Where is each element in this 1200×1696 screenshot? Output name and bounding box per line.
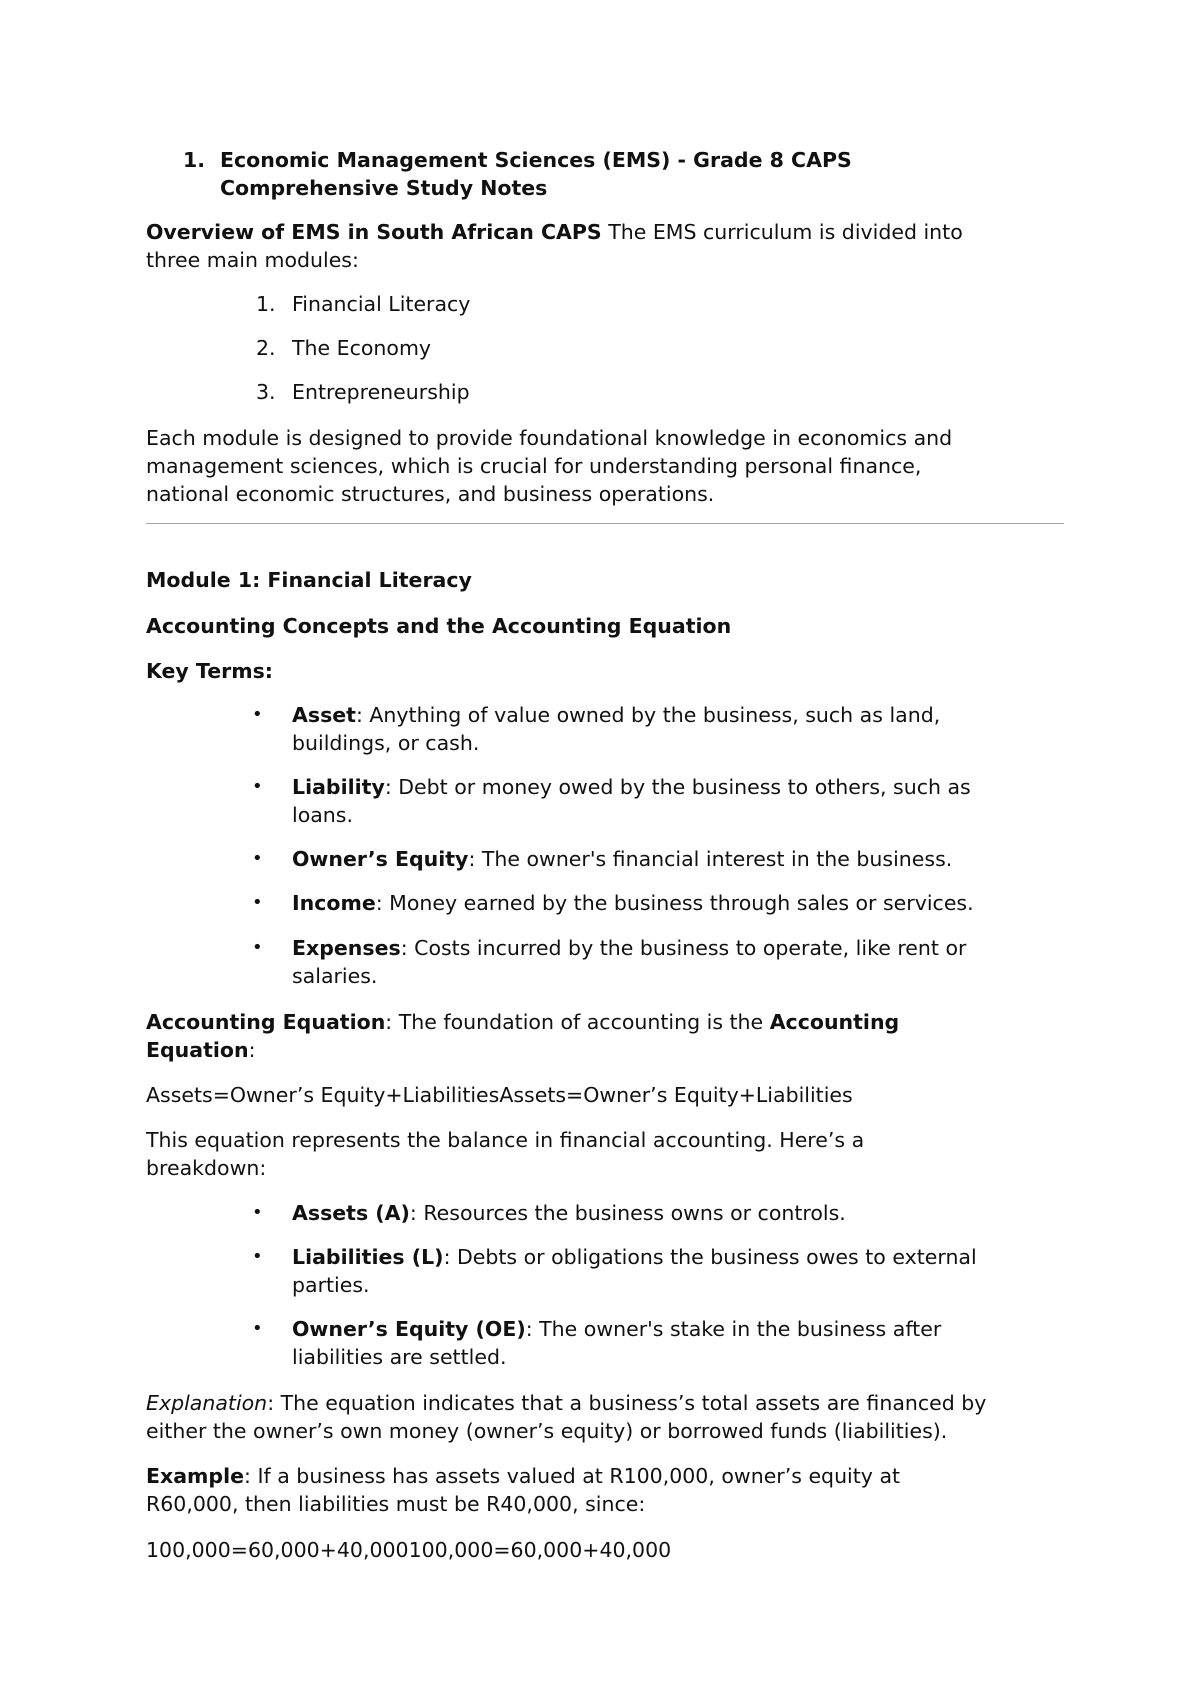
equation-intro-text: :	[248, 1038, 256, 1062]
example-equation: 100,000=60,000+40,000100,000=60,000+40,000	[146, 1538, 672, 1562]
equation-intro-bold: Accounting Equation	[146, 1010, 386, 1034]
overview-heading: Overview of EMS in South African CAPS	[146, 220, 602, 244]
bullet-icon: •	[252, 704, 263, 725]
term-name: Expenses	[292, 936, 401, 960]
explanation-text: : The equation indicates that a business’s total assets are financed by	[267, 1391, 987, 1415]
bullet-icon: •	[252, 1246, 263, 1267]
module-heading: Module 1: Financial Literacy	[146, 568, 472, 592]
bullet-icon: •	[252, 1202, 263, 1223]
overview-text-2: three main modules:	[146, 248, 359, 272]
bullet-icon: •	[252, 776, 263, 797]
term-text: : Costs incurred by the business to operate, like rent or	[400, 936, 967, 960]
title-number: 1.	[183, 148, 206, 172]
list-number: 2.	[256, 336, 276, 360]
paragraph-line: Each module is designed to provide foundational knowledge in economics and	[146, 426, 953, 450]
example-text: R60,000, then liabilities must be R40,000, since:	[146, 1492, 646, 1516]
explanation-paragraph	[146, 1389, 1076, 1445]
term-text: : Resources the business owns or controls.	[409, 1201, 846, 1225]
term-text: : Anything of value owned by the business, such as land,	[355, 703, 941, 727]
paragraph-line: national economic structures, and business operations.	[146, 482, 715, 506]
term-text: : The owner's financial interest in the business.	[468, 847, 953, 871]
term-text: parties.	[292, 1273, 370, 1297]
term-name: Liability	[292, 775, 385, 799]
overview-paragraph	[146, 218, 1076, 274]
equation-text: Assets=Owner’s Equity+LiabilitiesAssets=Owner’s Equity+Liabilities	[146, 1083, 853, 1107]
list-number: 3.	[256, 380, 276, 404]
term-text: : Debts or obligations the business owes to external	[443, 1245, 977, 1269]
equation-intro-bold: Equation	[146, 1038, 249, 1062]
overview-body	[146, 424, 1076, 508]
example-equation-line	[146, 1536, 1076, 1564]
term-name: Owner’s Equity	[292, 847, 469, 871]
term-name: Assets (A)	[292, 1201, 410, 1225]
paragraph-line: management sciences, which is crucial for understanding personal finance,	[146, 454, 922, 478]
term-name: Asset	[292, 703, 356, 727]
title-line-2: Comprehensive Study Notes	[220, 176, 548, 200]
paragraph-line: breakdown:	[146, 1156, 267, 1180]
equation-line	[146, 1081, 1076, 1109]
example-paragraph	[146, 1462, 1076, 1518]
term-text: : The owner's stake in the business after	[525, 1317, 942, 1341]
term-text: : Debt or money owed by the business to others, such as	[384, 775, 971, 799]
term-text: liabilities are settled.	[292, 1345, 507, 1369]
explanation-label: Explanation	[146, 1391, 268, 1415]
key-terms-label: Key Terms:	[146, 659, 273, 683]
section-subheading: Accounting Concepts and the Accounting Equation	[146, 614, 732, 638]
bullet-icon: •	[252, 848, 263, 869]
list-label: Entrepreneurship	[292, 380, 470, 404]
document-title	[220, 146, 1020, 202]
list-label: Financial Literacy	[292, 292, 471, 316]
list-label: The Economy	[292, 336, 432, 360]
example-text: : If a business has assets valued at R100,000, owner’s equity at	[244, 1464, 901, 1488]
bullet-icon: •	[252, 1318, 263, 1339]
term-text: buildings, or cash.	[292, 731, 480, 755]
overview-text-1: The EMS curriculum is divided into	[601, 220, 963, 244]
term-text: : Money earned by the business through sales or services.	[375, 891, 974, 915]
term-name: Liabilities (L)	[292, 1245, 444, 1269]
term-text: salaries.	[292, 964, 378, 988]
breakdown-paragraph	[146, 1126, 1076, 1182]
paragraph-line: This equation represents the balance in financial accounting. Here’s a	[146, 1128, 865, 1152]
term-text: loans.	[292, 803, 353, 827]
example-label: Example	[146, 1464, 245, 1488]
list-number: 1.	[256, 292, 276, 316]
bullet-icon: •	[252, 892, 263, 913]
term-name: Income	[292, 891, 376, 915]
bullet-icon: •	[252, 937, 263, 958]
term-name: Owner’s Equity (OE)	[292, 1317, 526, 1341]
equation-intro	[146, 1008, 1076, 1064]
horizontal-divider	[146, 523, 1064, 524]
title-line-1: Economic Management Sciences (EMS) - Grade 8 CAPS	[220, 148, 852, 172]
equation-intro-bold: Accounting	[769, 1010, 900, 1034]
explanation-text: either the owner’s own money (owner’s equity) or borrowed funds (liabilities).	[146, 1419, 948, 1443]
equation-intro-text: : The foundation of accounting is the	[385, 1010, 770, 1034]
